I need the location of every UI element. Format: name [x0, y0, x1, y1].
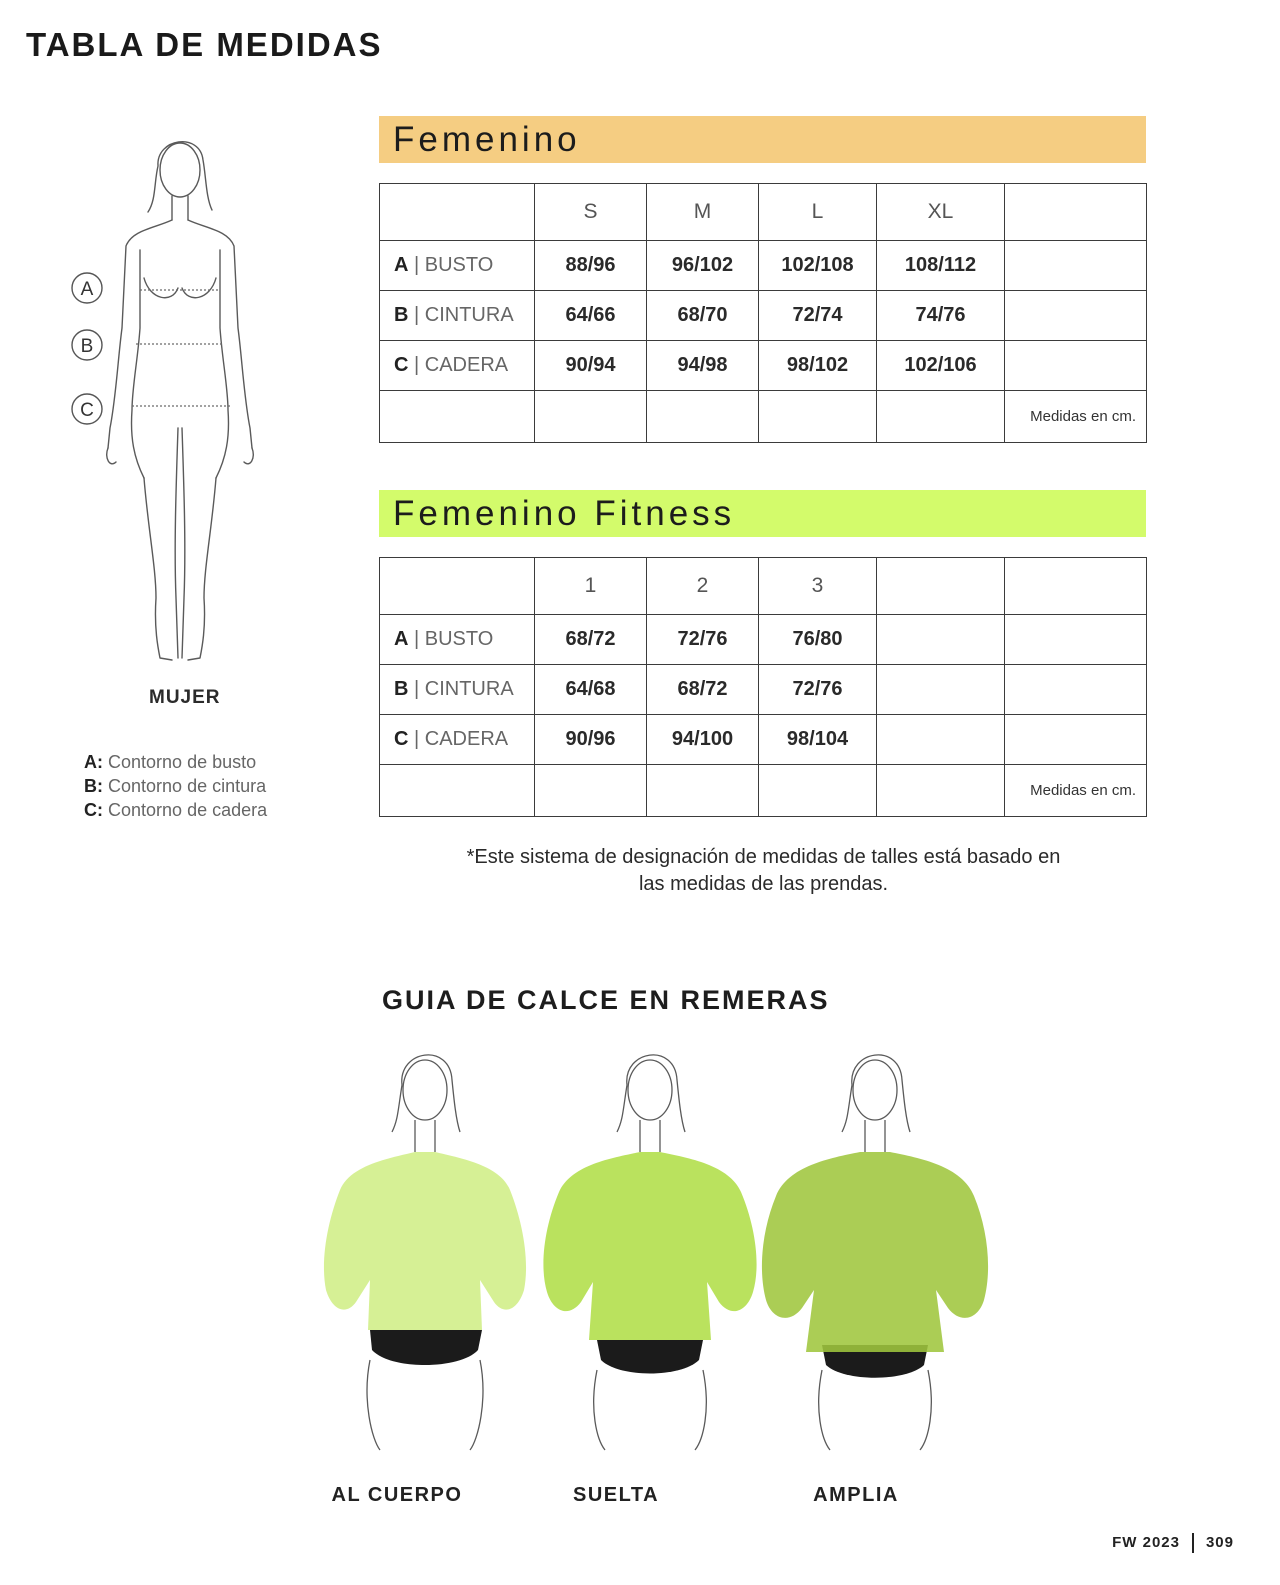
table-cell — [380, 765, 535, 817]
table-footer-row — [380, 765, 1147, 817]
size-table-fitness — [379, 557, 1147, 817]
table-cell: 98/102 — [759, 341, 877, 391]
figure-label: MUJER — [149, 687, 221, 708]
table-cell — [877, 391, 1005, 443]
size-header: M — [647, 184, 759, 241]
measure-label: B | CINTURA — [380, 291, 535, 341]
table-cell: 88/96 — [535, 241, 647, 291]
table-cell: 76/80 — [759, 615, 877, 665]
legend-item: C: Contorno de cadera — [84, 800, 268, 820]
table-cell — [877, 665, 1005, 715]
table-cell: 94/100 — [647, 715, 759, 765]
table-cell: 64/68 — [535, 665, 647, 715]
footer-divider — [1192, 1533, 1194, 1553]
measure-label: A | BUSTO — [380, 615, 535, 665]
legend-item: B: Contorno de cintura — [84, 776, 267, 796]
fit-figure-al-cuerpo — [324, 1055, 526, 1450]
table-footer-row — [380, 391, 1147, 443]
fit-label-al-cuerpo: AL CUERPO — [331, 1484, 463, 1506]
table-row — [380, 615, 1147, 665]
table-cell: 94/98 — [647, 341, 759, 391]
fit-figure-amplia — [762, 1055, 988, 1450]
table-cell — [647, 391, 759, 443]
table-cell — [380, 391, 535, 443]
table-cell: 64/66 — [535, 291, 647, 341]
page-number: 309 — [1205, 1533, 1234, 1551]
table-row — [380, 291, 1147, 341]
fit-guide-illustration — [280, 1040, 1000, 1470]
table-cell: 108/112 — [877, 241, 1005, 291]
fit-label-amplia: AMPLIA — [813, 1484, 899, 1506]
table-cell: 72/76 — [647, 615, 759, 665]
table-cell — [759, 765, 877, 817]
table-header-row — [380, 558, 1147, 615]
size-table-femenino — [379, 183, 1147, 443]
table-cell: 98/104 — [759, 715, 877, 765]
shirt-suelta — [543, 1152, 756, 1340]
size-header: 3 — [759, 558, 877, 615]
size-header: XL — [877, 184, 1005, 241]
table-cell: 96/102 — [647, 241, 759, 291]
fit-label-suelta: SUELTA — [572, 1484, 660, 1506]
table-cell — [647, 765, 759, 817]
table-cell — [1005, 715, 1147, 765]
unit-note: Medidas en cm. — [1005, 765, 1147, 817]
table-cell — [1005, 241, 1147, 291]
table-cell — [1005, 341, 1147, 391]
unit-note: Medidas en cm. — [1005, 391, 1147, 443]
disclaimer-note — [380, 844, 1147, 898]
size-header: L — [759, 184, 877, 241]
measurement-legend — [84, 750, 267, 822]
table-cell: 90/94 — [535, 341, 647, 391]
table-cell: 74/76 — [877, 291, 1005, 341]
table-cell: 90/96 — [535, 715, 647, 765]
section-title-femenino: Femenino — [379, 116, 1146, 163]
marker-b: B — [80, 336, 94, 357]
season-label: FW 2023 — [1112, 1533, 1180, 1551]
size-header — [1005, 184, 1147, 241]
disclaimer-line: las medidas de las prendas. — [638, 873, 889, 895]
table-cell: 68/72 — [535, 615, 647, 665]
table-cell — [535, 765, 647, 817]
size-header: 2 — [647, 558, 759, 615]
measure-label: A | BUSTO — [380, 241, 535, 291]
table-row — [380, 715, 1147, 765]
table-cell — [877, 615, 1005, 665]
fit-guide-title: GUIA DE CALCE EN REMERAS — [382, 985, 830, 1015]
table-cell — [759, 391, 877, 443]
table-cell — [1005, 615, 1147, 665]
fit-figure-suelta — [543, 1055, 756, 1450]
measure-label: B | CINTURA — [380, 665, 535, 715]
table-cell — [877, 715, 1005, 765]
size-header: 1 — [535, 558, 647, 615]
page-title: TABLA DE MEDIDAS — [26, 26, 383, 63]
measure-label: C | CADERA — [380, 341, 535, 391]
table-cell — [380, 184, 535, 241]
legend-item: A: Contorno de busto — [84, 752, 257, 772]
table-row — [380, 341, 1147, 391]
table-cell: 102/108 — [759, 241, 877, 291]
table-header-row — [380, 184, 1147, 241]
table-cell — [1005, 291, 1147, 341]
table-row — [380, 665, 1147, 715]
body-measurement-figure — [60, 128, 280, 678]
size-header — [1005, 558, 1147, 615]
table-cell: 72/74 — [759, 291, 877, 341]
page-footer — [1112, 1533, 1234, 1553]
table-cell: 102/106 — [877, 341, 1005, 391]
marker-a: A — [80, 279, 94, 300]
table-cell — [380, 558, 535, 615]
table-cell: 68/70 — [647, 291, 759, 341]
section-title-fitness: Femenino Fitness — [379, 490, 1146, 537]
table-cell — [535, 391, 647, 443]
table-cell: 72/76 — [759, 665, 877, 715]
table-cell: 68/72 — [647, 665, 759, 715]
shirt-al-cuerpo — [324, 1152, 526, 1330]
marker-c: C — [80, 400, 94, 421]
measure-label: C | CADERA — [380, 715, 535, 765]
size-header — [877, 558, 1005, 615]
table-cell — [1005, 665, 1147, 715]
shirt-amplia — [762, 1152, 988, 1352]
table-row — [380, 241, 1147, 291]
disclaimer-line: *Este sistema de designación de medidas de talles está basado en — [466, 846, 1061, 868]
table-cell — [877, 765, 1005, 817]
size-header: S — [535, 184, 647, 241]
